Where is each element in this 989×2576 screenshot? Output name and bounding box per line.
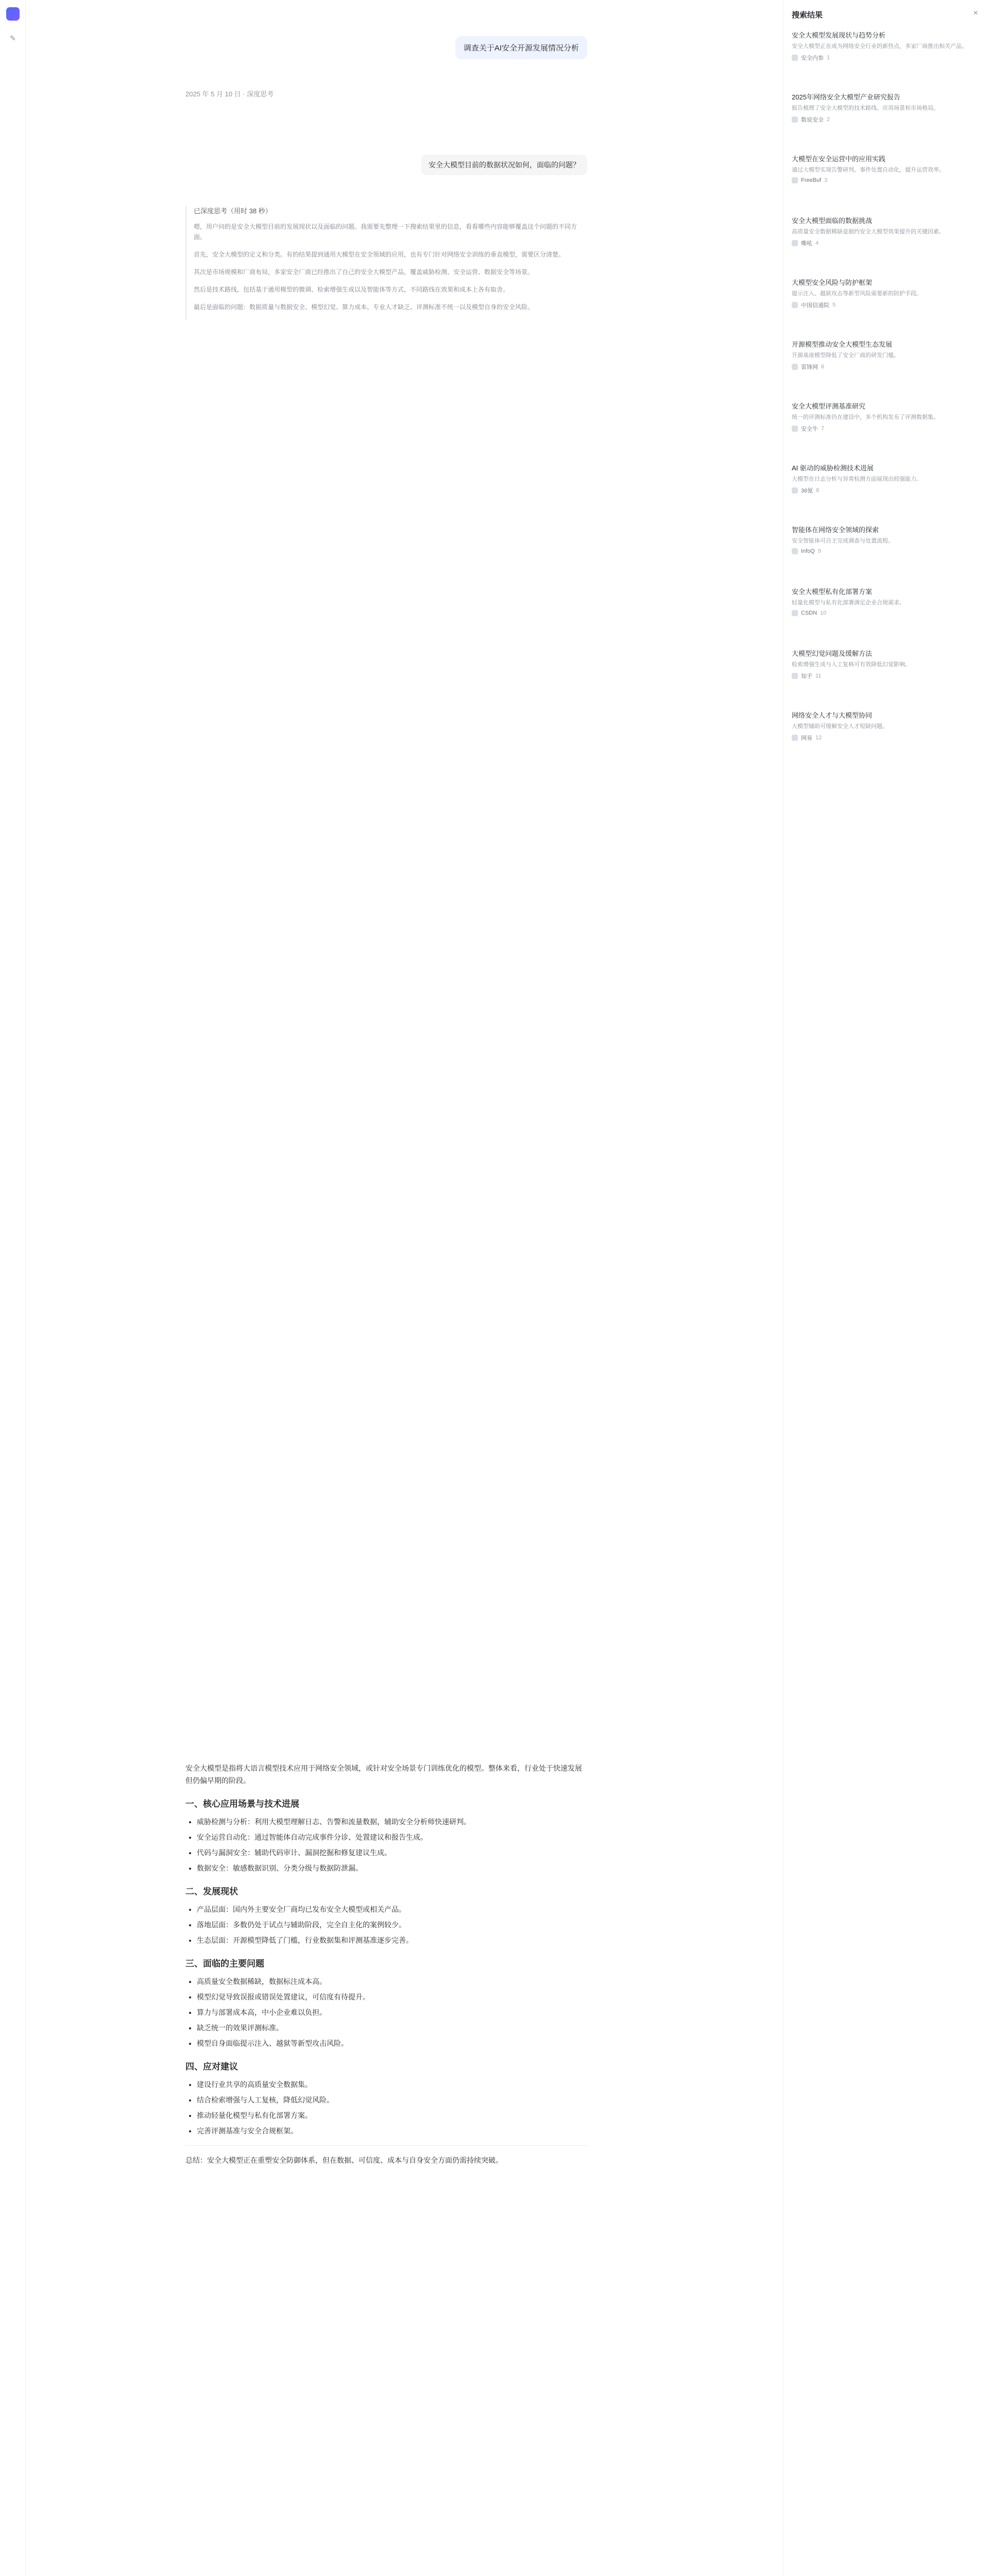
search-result-item[interactable]: [792, 216, 977, 247]
result-title[interactable]: AI 驱动的威胁检测技术进展: [792, 464, 874, 472]
search-result-item[interactable]: [792, 464, 977, 495]
site-favicon-icon: [792, 55, 798, 61]
result-source-name: 安全内参: [801, 55, 824, 61]
search-result-item[interactable]: [792, 278, 977, 309]
thinking-header[interactable]: 已深度思考（用时 38 秒）: [194, 207, 272, 215]
search-result-item[interactable]: [792, 402, 977, 433]
site-favicon-icon: [792, 240, 798, 246]
result-source: [792, 177, 977, 183]
result-source: [792, 363, 977, 371]
result-snippet: 安全智能体可自主完成调查与处置流程。: [792, 538, 894, 544]
result-source-name: 安全牛: [801, 426, 818, 432]
result-title[interactable]: 安全大模型面临的数据挑战: [792, 217, 873, 225]
result-title[interactable]: 大模型安全风险与防护框架: [792, 279, 873, 286]
result-title[interactable]: 大模型幻觉问题及缓解方法: [792, 650, 873, 657]
result-source-name: 中国信通院: [801, 302, 829, 309]
result-source-name: 36氪: [801, 488, 813, 494]
list-item: • 落地层面：多数仍处于试点与辅助阶段，完全自主化的案例较少。: [197, 1919, 587, 1931]
search-result-item[interactable]: [792, 155, 977, 183]
result-source: [792, 672, 977, 680]
list-item: • 安全运营自动化：通过智能体自动完成事件分诊、处置建议和报告生成。: [197, 1831, 587, 1843]
search-result-item[interactable]: [792, 31, 977, 62]
result-title[interactable]: 开源模型推动安全大模型生态发展: [792, 341, 893, 348]
site-favicon-icon: [792, 116, 798, 123]
site-favicon-icon: [792, 487, 798, 494]
result-index: 4: [815, 240, 819, 246]
list-item: • 模型幻觉导致误报或错误处置建议，可信度有待提升。: [197, 1991, 587, 2003]
result-title[interactable]: 安全大模型评测基准研究: [792, 402, 866, 410]
result-title[interactable]: 安全大模型私有化部署方案: [792, 588, 873, 596]
result-index: 6: [821, 364, 825, 370]
result-index: 12: [815, 735, 822, 741]
answer-conclusion: 总结：安全大模型正在重塑安全防御体系，但在数据、可信度、成本与自身安全方面仍需持续突破。: [185, 2156, 503, 2164]
result-index: 11: [815, 673, 822, 679]
search-result-item[interactable]: [792, 711, 977, 742]
conversation-title: 调查关于AI安全开源发展情况分析: [455, 36, 587, 59]
result-source-name: 知乎: [801, 673, 812, 680]
result-source: [792, 486, 977, 495]
result-source-name: InfoQ: [801, 548, 815, 554]
result-source-name: FreeBuf: [801, 177, 822, 183]
list-item: • 代码与漏洞安全：辅助代码审计、漏洞挖掘和修复建议生成。: [197, 1846, 587, 1859]
result-snippet: 高质量安全数据稀缺是制约安全大模型效果提升的关键因素。: [792, 229, 945, 235]
site-favicon-icon: [792, 735, 798, 741]
result-source-name: CSDN: [801, 610, 817, 616]
list-item: • 完善评测基准与安全合规框架。: [197, 2125, 587, 2137]
result-title[interactable]: 智能体在网络安全领域的探索: [792, 526, 879, 534]
result-index: 2: [827, 116, 830, 123]
thinking-block: [185, 206, 587, 319]
app-logo[interactable]: [6, 7, 20, 21]
section-list: [185, 1816, 587, 1874]
search-results-panel: [783, 0, 989, 2576]
result-index: 5: [832, 302, 836, 308]
result-snippet: 开源基座模型降低了安全厂商的研发门槛。: [792, 352, 899, 359]
site-favicon-icon: [792, 610, 798, 616]
result-title[interactable]: 网络安全人才与大模型协同: [792, 711, 873, 719]
result-source: [792, 301, 977, 309]
result-source: [792, 115, 977, 124]
panel-title: 搜索结果: [792, 11, 823, 20]
thinking-paragraph: 其次是市场规模和厂商布局，多家安全厂商已经推出了自己的安全大模型产品，覆盖威胁检测、安全运营、数据安全等场景。: [194, 268, 534, 276]
result-source-name: 网易: [801, 735, 812, 741]
left-rail: [0, 0, 26, 2576]
thinking-paragraph: 首先，安全大模型的定义和分类。有的结果提到通用大模型在安全领域的应用，也有专门针对网络安全训练的垂直模型，需要区分清楚。: [194, 251, 565, 258]
section-list: [185, 1903, 587, 1946]
site-favicon-icon: [792, 673, 798, 679]
site-favicon-icon: [792, 302, 798, 308]
chat-column: [175, 0, 628, 2576]
list-item: • 算力与部署成本高，中小企业难以负担。: [197, 2006, 587, 2019]
result-source-name: 数说安全: [801, 117, 824, 123]
result-title[interactable]: 安全大模型发展现状与趋势分析: [792, 31, 886, 39]
result-snippet: 提示注入、越狱攻击等新型风险需要新的防护手段。: [792, 291, 922, 297]
result-snippet: 报告梳理了安全大模型的技术路线、应用场景和市场格局。: [792, 105, 939, 111]
list-item: • 建设行业共享的高质量安全数据集。: [197, 2078, 587, 2091]
section-list: [185, 2078, 587, 2137]
thinking-paragraph: 嗯，用户问的是安全大模型目前的发展现状以及面临的问题。我需要先整理一下搜索结果里的信息，看看哪些内容能够覆盖这个问题的不同方面。: [194, 223, 577, 241]
result-index: 1: [827, 55, 830, 61]
result-snippet: 检索增强生成与人工复核可有效降低幻觉影响。: [792, 662, 911, 668]
result-source: [792, 610, 977, 616]
result-index: 7: [821, 426, 825, 432]
result-source: [792, 548, 977, 554]
site-favicon-icon: [792, 177, 798, 183]
search-result-item[interactable]: [792, 340, 977, 371]
list-item: • 数据安全：敏感数据识别、分类分级与数据防泄漏。: [197, 1862, 587, 1874]
list-item: • 模型自身面临提示注入、越狱等新型攻击风险。: [197, 2037, 587, 2049]
section-heading: 二、发展现状: [185, 1887, 238, 1896]
site-favicon-icon: [792, 548, 798, 554]
section-heading: 三、面临的主要问题: [185, 1959, 264, 1969]
thinking-paragraph: 然后是技术路线，包括基于通用模型的微调、检索增强生成以及智能体等方式，不同路线在效果和成本上各有取舍。: [194, 286, 509, 293]
result-index: 10: [820, 610, 827, 616]
result-index: 3: [824, 177, 828, 183]
result-source: [792, 54, 977, 62]
search-result-item[interactable]: [792, 526, 977, 554]
list-item: • 推动轻量化模型与私有化部署方案。: [197, 2109, 587, 2122]
site-favicon-icon: [792, 426, 798, 432]
answer-intro: 安全大模型是指将大语言模型技术应用于网络安全领域，或针对安全场景专门训练优化的模型。整体来看，行业处于快速发展但仍偏早期的阶段。: [185, 1764, 582, 1785]
section-list: [185, 1975, 587, 2049]
result-title[interactable]: 大模型在安全运营中的应用实践: [792, 155, 886, 163]
result-source: [792, 425, 977, 433]
result-snippet: 大模型在日志分析与异常检测方面展现出较强能力。: [792, 476, 922, 482]
result-snippet: 通过大模型实现告警研判、事件处置自动化，提升运营效率。: [792, 167, 945, 173]
list-item: • 缺乏统一的效果评测标准。: [197, 2022, 587, 2034]
result-snippet: 安全大模型正在成为网络安全行业的新热点，多家厂商推出相关产品。: [792, 43, 967, 49]
list-item: • 结合检索增强与人工复核，降低幻觉风险。: [197, 2094, 587, 2106]
close-icon[interactable]: ×: [973, 9, 978, 18]
list-item: • 威胁检测与分析：利用大模型理解日志、告警和流量数据，辅助安全分析师快速研判。: [197, 1816, 587, 1828]
search-result-item[interactable]: [792, 649, 977, 680]
list-item: • 高质量安全数据稀缺，数据标注成本高。: [197, 1975, 587, 1988]
result-snippet: 统一的评测标准仍在建设中，多个机构发布了评测数据集。: [792, 414, 939, 420]
result-index: 9: [817, 548, 822, 554]
list-item: • 生态层面：开源模型降低了门槛，行业数据集和评测基准逐步完善。: [197, 1934, 587, 1946]
result-source: [792, 734, 977, 742]
list-item: • 产品层面：国内外主要安全厂商均已发布安全大模型或相关产品。: [197, 1903, 587, 1916]
site-favicon-icon: [792, 364, 798, 370]
user-message: 安全大模型目前的数据状况如何，面临的问题？: [421, 155, 587, 175]
answer-body: [185, 1762, 587, 2172]
result-title[interactable]: 2025年网络安全大模型产业研究报告: [792, 93, 900, 101]
new-chat-icon[interactable]: ✎: [10, 34, 16, 42]
message-meta: 2025 年 5 月 10 日 · 深度思考: [185, 90, 274, 98]
thinking-paragraph: 最后是面临的问题：数据质量与数据安全、模型幻觉、算力成本、专业人才缺乏、评测标准不统一以及模型自身的安全风险。: [194, 303, 534, 311]
result-snippet: 大模型辅助可缓解安全人才短缺问题。: [792, 723, 888, 730]
result-source-name: 雷锋网: [801, 364, 818, 370]
search-result-item[interactable]: [792, 587, 977, 616]
result-snippet: 轻量化模型与私有化部署满足企业合规需求。: [792, 600, 905, 606]
result-source-name: 嘶吼: [801, 241, 812, 247]
result-index: 8: [816, 487, 820, 494]
section-heading: 四、应对建议: [185, 2062, 238, 2072]
divider: [185, 2145, 587, 2146]
result-source: [792, 239, 977, 247]
search-result-item[interactable]: [792, 93, 977, 124]
section-heading: 一、核心应用场景与技术进展: [185, 1799, 299, 1809]
